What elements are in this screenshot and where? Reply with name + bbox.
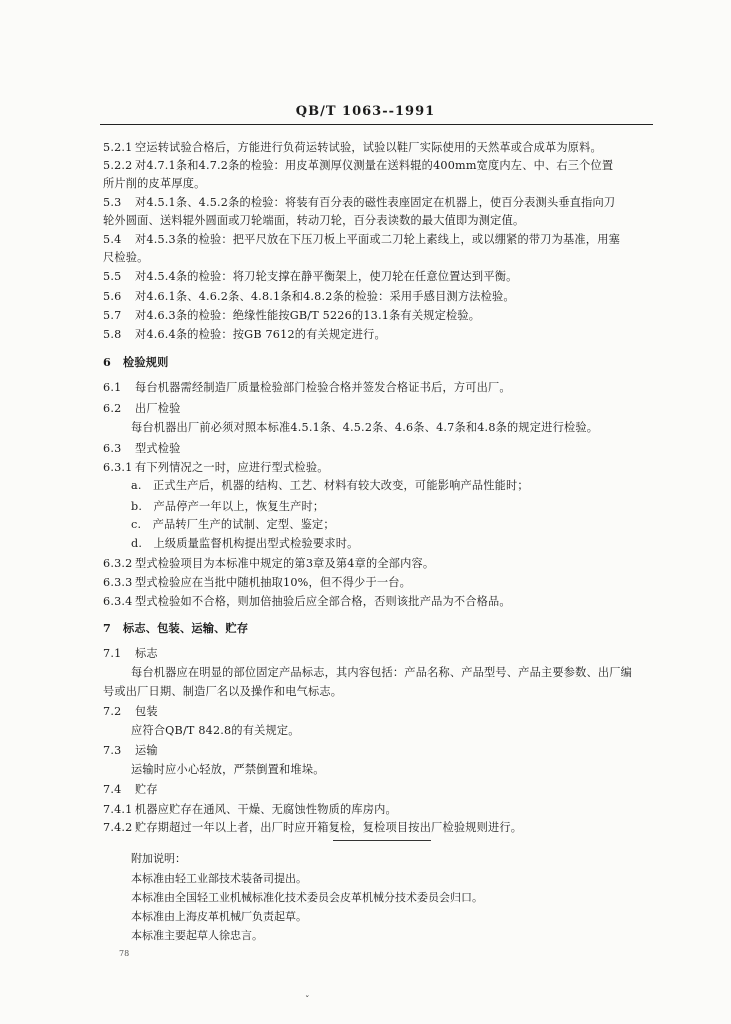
end-rule [333, 840, 431, 841]
clause-line [103, 461, 329, 475]
clause-text: 每台机器需经制造厂质量检验部门检验合格并签发合格证书后，方可出厂。 [135, 381, 511, 394]
clause-text: 检验规则 [123, 355, 169, 369]
clause-text: 贮存 [135, 783, 158, 796]
clause-text: c. 产品转厂生产的试制、定型、鉴定； [131, 518, 335, 531]
clause-number: 7.2 [103, 705, 122, 718]
clause-number: 6.3.1 [103, 461, 133, 474]
clause-text: 对4.6.4条的检验：按GB 7612的有关规定进行。 [135, 328, 386, 341]
clause-line [103, 821, 522, 835]
clause-text: 尺检验。 [103, 251, 149, 264]
clause-text: 标志 [135, 647, 158, 660]
clause-line [103, 159, 613, 173]
clause-text: 型式检验项目为本标准中规定的第3章及第4章的全部内容。 [135, 557, 435, 570]
clause-line [103, 309, 480, 323]
clause-number: 5.8 [103, 328, 122, 341]
clause-line [103, 595, 511, 609]
clause-line [103, 803, 397, 817]
clause-line [103, 576, 411, 590]
clause-number: 6.3 [103, 442, 122, 455]
clause-number: 7.4 [103, 783, 122, 796]
standard-header: QB/T 1063--1991 [295, 104, 436, 119]
clause-text: 型式检验如不合格，则加倍抽验后应全部合格，否则该批产品为不合格品。 [135, 595, 511, 608]
clause-text: 空运转试验合格后，方能进行负荷运转试验，试验以鞋厂实际使用的天然革或合成革为原料。 [135, 141, 602, 154]
clause-text: 对4.6.1条、4.6.2条、4.8.1条和4.8.2条的检验：采用手感目测方法检验。 [135, 290, 515, 303]
clause-number: 5.3 [103, 196, 122, 209]
clause-number: 6.1 [103, 381, 122, 394]
clause-text: a. 正式生产后，机器的结构、工艺、材料有较大改变，可能影响产品性能时； [131, 479, 529, 492]
clause-text: 对4.7.1条和4.7.2条的检验：用皮革测厚仪测量在送料辊的400mm宽度内左、中、右三个位置 [135, 159, 614, 172]
clause-line [103, 270, 517, 284]
clause-line [103, 442, 181, 456]
clause-number: 7.4.1 [103, 803, 133, 816]
clause-text: 轮外圆面、送料辊外圆面或刀轮端面，转动刀轮，百分表读数的最大值即为测定值。 [103, 214, 525, 227]
clause-line [131, 666, 632, 680]
clause-text: 运输时应小心轻放，严禁倒置和堆垛。 [131, 763, 325, 776]
clause-line [131, 537, 358, 551]
clause-number: 5.2.2 [103, 159, 133, 172]
clause-line [103, 557, 434, 571]
clause-text: b. 产品停产一年以上，恢复生产时； [131, 500, 325, 513]
clause-text: d. 上级质量监督机构提出型式检验要求时。 [131, 537, 359, 550]
clause-line [131, 724, 300, 738]
clause-number: 6.3.2 [103, 557, 133, 570]
clause-number: 6.2 [103, 402, 122, 415]
clause-line [103, 141, 602, 155]
clause-text: 应符合QB/T 842.8的有关规定。 [131, 724, 300, 737]
header-rule [100, 124, 653, 125]
footer-title: 附加说明： [131, 852, 186, 865]
clause-number: 6.3.4 [103, 595, 133, 608]
clause-text: 型式检验应在当批中随机抽取10%，但不得少于一台。 [135, 576, 411, 589]
clause-line [103, 328, 386, 342]
clause-text: 号或出厂日期、制造厂名以及操作和电气标志。 [103, 685, 343, 698]
clause-line [103, 402, 181, 416]
clause-text: 对4.6.3条的检验：绝缘性能按GB/T 5226的13.1条有关规定检验。 [135, 309, 481, 322]
clause-number: 7.3 [103, 744, 122, 757]
clause-line [103, 685, 342, 699]
clause-number: 6 [103, 355, 111, 369]
clause-number: 6.3.3 [103, 576, 133, 589]
clause-line [131, 421, 598, 435]
clause-line [131, 479, 529, 493]
footer-note: 本标准主要起草人徐忠言。 [131, 929, 263, 942]
clause-text: 对4.5.4条的检验：将刀轮支撑在静平衡架上，使刀轮在任意位置达到平衡。 [135, 270, 518, 283]
clause-line [103, 177, 206, 191]
clause-number: 5.5 [103, 270, 122, 283]
clause-line [103, 744, 158, 758]
clause-text: 每台机器出厂前必须对照本标准4.5.1条、4.5.2条、4.6条、4.7条和4.8条的规定进行检验。 [131, 421, 599, 434]
clause-text: 出厂检验 [135, 402, 181, 415]
page-number: 78 [119, 949, 130, 958]
clause-line [103, 196, 615, 210]
clause-text: 对4.5.1条、4.5.2条的检验：将装有百分表的磁性表座固定在机器上，使百分表测头垂直指向刀 [135, 196, 616, 209]
clause-line [103, 251, 149, 265]
clause-line [103, 233, 620, 247]
clause-line [103, 705, 158, 719]
clause-text: 型式检验 [135, 442, 181, 455]
clause-text: 每台机器应在明显的部位固定产品标志，其内容包括：产品名称、产品型号、产品主要参数、出厂编 [131, 666, 633, 679]
clause-text: 有下列情况之一时，应进行型式检验。 [135, 461, 329, 474]
clause-text: 所片削的皮革厚度。 [103, 177, 206, 190]
clause-number: 5.2.1 [103, 141, 133, 154]
clause-number: 7 [103, 621, 111, 635]
clause-line [103, 783, 158, 797]
footer-note: 本标准由轻工业部技术装备司提出。 [131, 872, 307, 885]
footer-note: 本标准由全国轻工业机械标准化技术委员会皮革机械分技术委员会归口。 [131, 891, 483, 904]
clause-line [131, 763, 325, 777]
clause-text: 机器应贮存在通风、干燥、无腐蚀性物质的库房内。 [135, 803, 397, 816]
section-heading [103, 355, 169, 369]
clause-number: 5.7 [103, 309, 122, 322]
clause-number: 7.4.2 [103, 821, 133, 834]
clause-number: 5.6 [103, 290, 122, 303]
clause-text: 包装 [135, 705, 158, 718]
clause-text: 对4.5.3条的检验：把平尺放在下压刀板上平面或二刀轮上素线上，或以绷紧的带刀为基准，用塞 [135, 233, 620, 246]
clause-line [131, 518, 335, 532]
clause-text: 标志、包装、运输、贮存 [123, 621, 249, 635]
clause-line [103, 214, 524, 228]
clause-text: 运输 [135, 744, 158, 757]
section-heading [103, 621, 248, 635]
clause-number: 5.4 [103, 233, 122, 246]
scan-mark: ˇ [305, 996, 310, 1006]
clause-line [103, 290, 515, 304]
clause-line [131, 500, 324, 514]
footer-note: 本标准由上海皮革机械厂负责起草。 [131, 910, 307, 923]
clause-text: 贮存期超过一年以上者，出厂时应开箱复检，复检项目按出厂检验规则进行。 [135, 821, 523, 834]
clause-line [103, 381, 511, 395]
clause-line [103, 647, 158, 661]
clause-number: 7.1 [103, 647, 122, 660]
